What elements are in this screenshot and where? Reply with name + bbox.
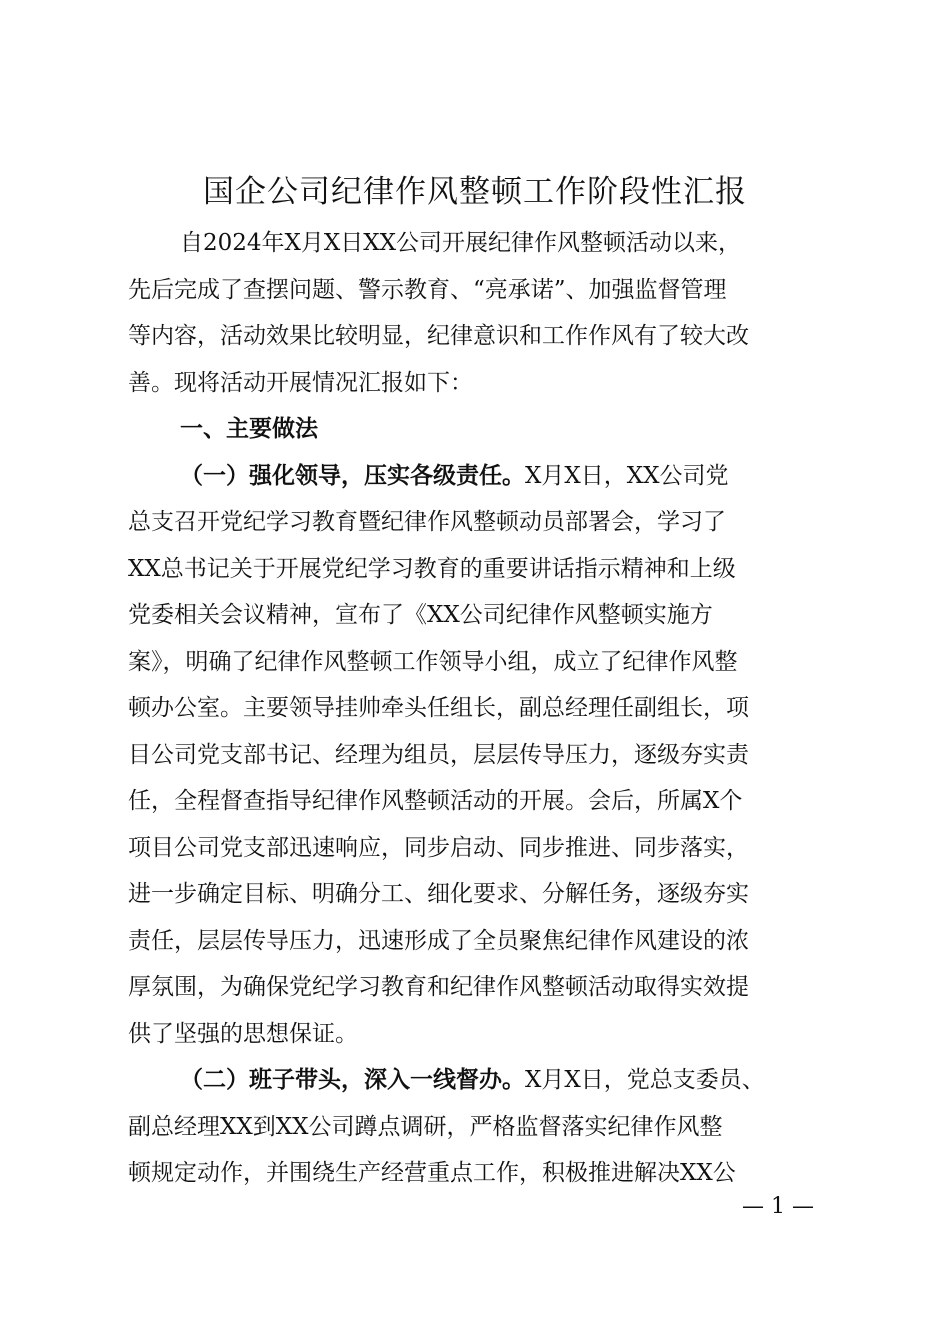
section-heading: 一、主要做法 <box>180 416 318 442</box>
para1-line-11: 责任，层层传导压力，迅速形成了全员聚焦纪律作风建设的浓 <box>128 927 749 954</box>
para1-line-7: 目公司党支部书记、经理为组员，层层传导压力，逐级夯实责 <box>128 741 749 768</box>
document-body <box>128 220 828 1197</box>
para1-line-8: 任，全程督查指导纪律作风整顿活动的开展。会后，所属X个 <box>128 788 743 814</box>
para1-lead: （一）强化领导，压实各级责任。 <box>180 461 525 489</box>
para2-line-1 <box>128 1057 828 1104</box>
page-number: — 1 — <box>742 1194 814 1219</box>
para1-line-9: 项目公司党支部迅速响应，同步启动、同步推进、同步落实， <box>128 834 749 861</box>
para1-line-2: 总支召开党纪学习教育暨纪律作风整顿动员部署会，学习了 <box>128 509 726 535</box>
para2-first-line-rest: X月X日，党总支委员、 <box>525 1067 765 1093</box>
para2-line-2: 副总经理XX到XX公司蹲点调研，严格监督落实纪律作风整 <box>128 1113 723 1140</box>
intro-line-1: 自2024年X月X日XX公司开展纪律作风整顿活动以来， <box>180 230 742 256</box>
para1-line-4: 党委相关会议精神，宣布了《XX公司纪律作风整顿实施方 <box>128 602 713 628</box>
document-title: 国企公司纪律作风整顿工作阶段性汇报 <box>203 174 747 210</box>
para1-line-10: 进一步确定目标、明确分工、细化要求、分解任务，逐级夯实 <box>128 881 749 907</box>
intro-line-3: 等内容，活动效果比较明显，纪律意识和工作作风有了较大改 <box>128 323 749 349</box>
intro-line-2: 先后完成了查摆问题、警示教育、“亮承诺”、加强监督管理 <box>128 276 727 303</box>
para1-line-1 <box>128 453 828 500</box>
para2-line-3: 顿规定动作，并围绕生产经营重点工作，积极推进解决XX公 <box>128 1160 736 1186</box>
intro-line-4: 善。现将活动开展情况汇报如下： <box>128 369 473 396</box>
para1-line-13: 供了坚强的思想保证。 <box>128 1020 358 1047</box>
para1-first-line-rest: X月X日，XX公司党 <box>525 462 729 489</box>
para1-line-5: 案》，明确了纪律作风整顿工作领导小组，成立了纪律作风整 <box>128 648 738 675</box>
para1-line-6: 顿办公室。主要领导挂帅牵头任组长，副总经理任副组长，项 <box>128 695 749 721</box>
para1-line-3: XX总书记关于开展党纪学习教育的重要讲话指示精神和上级 <box>128 555 736 582</box>
para2-lead: （二）班子带头，深入一线督办。 <box>180 1066 525 1093</box>
para1-line-12: 厚氛围，为确保党纪学习教育和纪律作风整顿活动取得实效提 <box>128 974 749 1000</box>
